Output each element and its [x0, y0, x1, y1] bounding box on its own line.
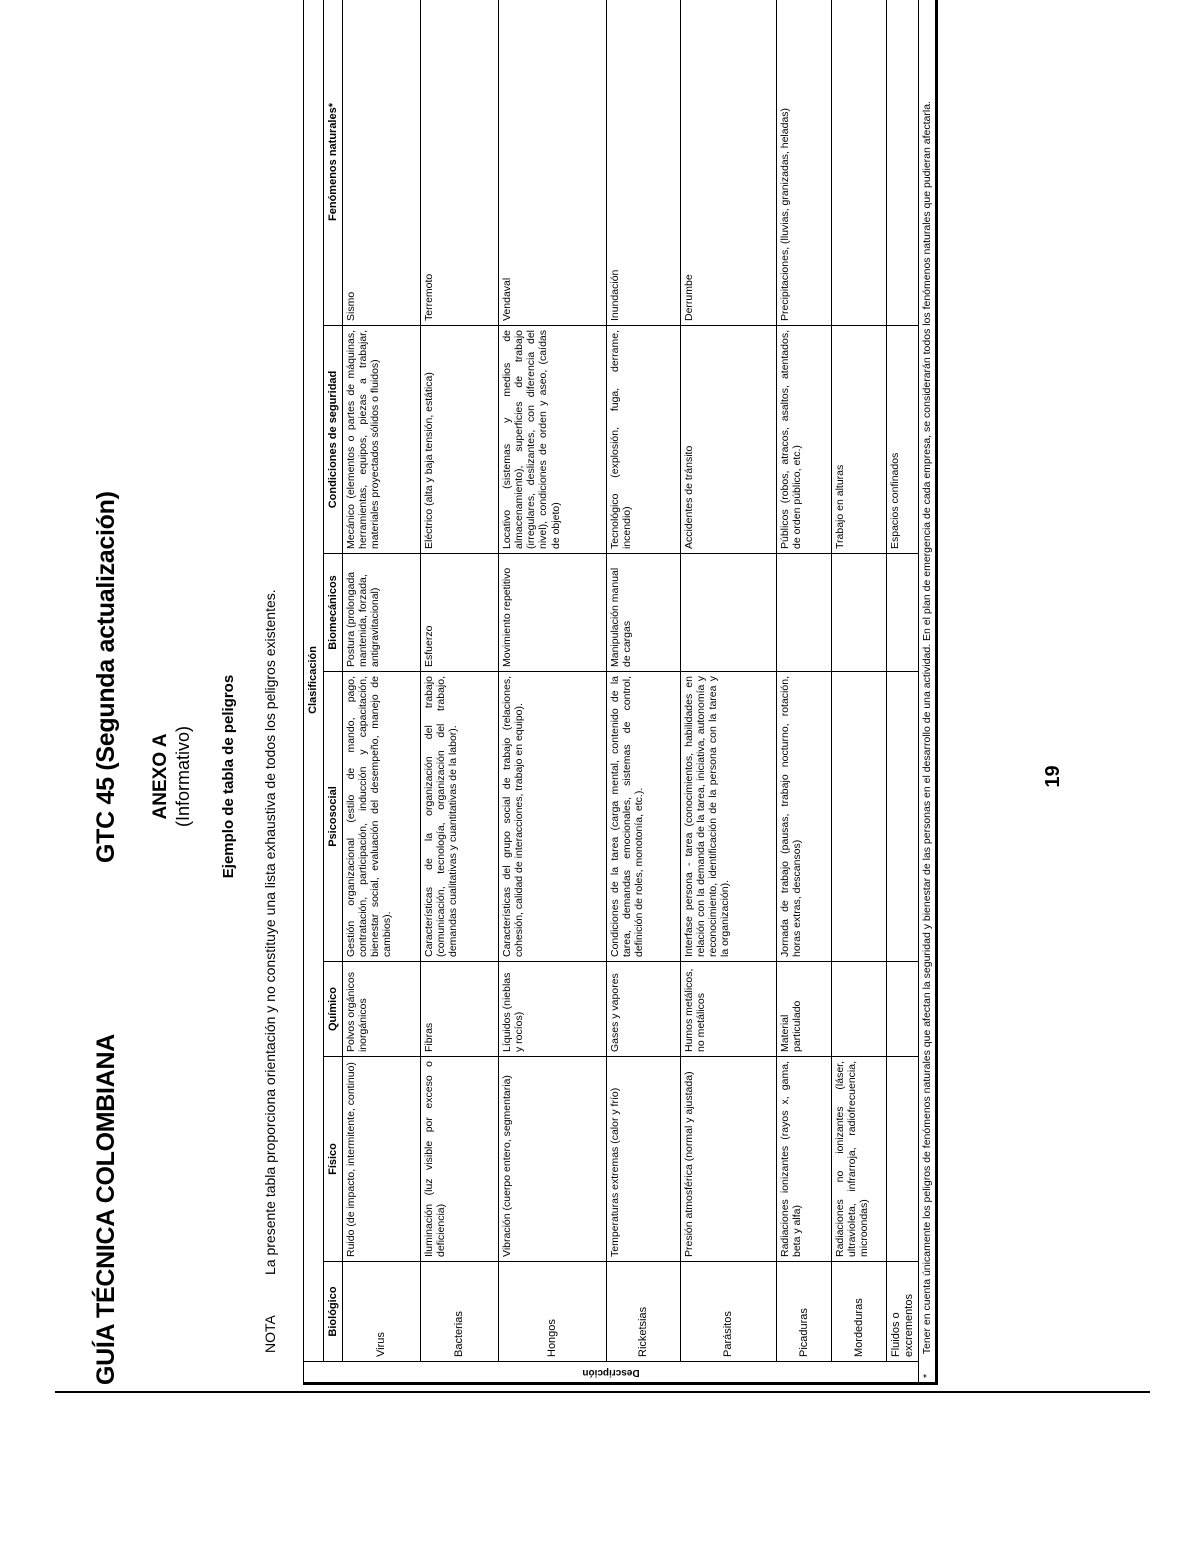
col-header: Fenómenos naturales* — [323, 0, 343, 326]
table-cell — [887, 554, 919, 672]
table-cell — [832, 0, 887, 326]
table-cell — [887, 672, 919, 962]
table-cell: Humos metálicos, no metálicos — [681, 962, 777, 1057]
table-row — [681, 0, 777, 1384]
table-cell: Ruido (de impacto, intermitente, continuo) — [343, 1057, 421, 1262]
annex-subtitle: (Informativo) — [173, 725, 193, 828]
table-row — [499, 0, 607, 1384]
table-cell: Espacios confinados — [887, 326, 919, 554]
footnote-cell — [919, 0, 937, 1384]
table-cell: Temperaturas extremas (calor y frío) — [607, 1057, 681, 1262]
footnote-marker: * — [921, 1373, 934, 1378]
header-right: GTC 45 (Segunda actualización) — [92, 491, 120, 863]
table-cell: Material particulado — [777, 962, 832, 1057]
description-cell — [304, 1362, 919, 1384]
table-cell: Radiaciones no ionizantes (láser, ultravioleta, infrarroja, radiofrecuencia, microondas) — [832, 1057, 887, 1262]
table-cell — [832, 554, 887, 672]
table-cell: Sismo — [343, 0, 421, 326]
table-cell: Presión atmosférica (normal y ajustada) — [681, 1057, 777, 1262]
table-cell: Virus — [343, 1262, 421, 1362]
table-cell — [832, 962, 887, 1057]
table-cell: Eléctrico (alta y baja tensión, estática) — [421, 326, 499, 554]
table-cell: Movimiento repetitivo — [499, 554, 607, 672]
note-label: NOTA — [262, 1315, 278, 1353]
table-cell: Gases y vapores — [607, 962, 681, 1057]
table-cell: Terremoto — [421, 0, 499, 326]
table-cell: Gestión organizacional (estilo de mando, pago, contratación, participación, inducción y capacitación, bienestar social, evaluación del desempeño, manejo de cambios). — [343, 672, 421, 962]
table-cell: Interfase persona - tarea (conocimientos, habilidades en relación con la demanda de la tarea, iniciativa, autonomía y reconocimiento, identificación de la persona con la tarea y la organización). — [681, 672, 777, 962]
table-cell: Accidentes de tránsito — [681, 326, 777, 554]
table-cell — [887, 962, 919, 1057]
table-cell: Jornada de trabajo (pausas, trabajo nocturno, rotación, horas extras, descansos) — [777, 672, 832, 962]
table-row — [832, 0, 887, 1384]
table-cell: Iluminación (luz visible por exceso o deficiencia) — [421, 1057, 499, 1262]
table-cell: Ricketsias — [607, 1262, 681, 1362]
table-cell: Esfuerzo — [421, 554, 499, 672]
table-cell: Trabajo en alturas — [832, 326, 887, 554]
table-cell: Derrumbe — [681, 0, 777, 326]
table-cell — [681, 554, 777, 672]
table-cell: Tecnológico (explosión, fuga, derrame, incendio) — [607, 326, 681, 554]
table-cell: Precipitaciones, (lluvias, granizadas, heladas) — [777, 0, 832, 326]
table-cell: Vendaval — [499, 0, 607, 326]
table-cell: Mecánico (elementos o partes de máquinas, herramientas, equipos, piezas a trabajar, materiales proyectados sólidos o fluidos) — [343, 326, 421, 554]
hazard-table — [303, 0, 938, 1385]
table-cell: Manipulación manual de cargas — [607, 554, 681, 672]
table-cell: Postura (prolongada mantenida, forzada, antigravitacional) — [343, 554, 421, 672]
table-row — [887, 0, 919, 1384]
footnote-row — [919, 0, 937, 1384]
table-cell: Polvos orgánicos inorgánicos — [343, 962, 421, 1057]
table-cell: Bacterias — [421, 1262, 499, 1362]
table-row — [343, 0, 421, 1384]
col-header: Químico — [323, 962, 343, 1057]
table-cell: Hongos — [499, 1262, 607, 1362]
table-cell: Características del grupo social de trabajo (relaciones, cohesión, calidad de interacciones, trabajo en equipo). — [499, 672, 607, 962]
table-cell — [832, 672, 887, 962]
col-header: Condiciones de seguridad — [323, 326, 343, 554]
col-header: Psicosocial — [323, 672, 343, 962]
page-number: 19 — [1042, 765, 1064, 788]
table-cell: Características de la organización del trabajo (comunicación, tecnología, organización del trabajo, demandas cualitativas y cuantitativas de la labor). — [421, 672, 499, 962]
table-cell — [777, 554, 832, 672]
annex-title: ANEXO A — [150, 733, 171, 820]
table-cell: Condiciones de la tarea (carga mental, contenido de la tarea, demandas emocionales, sistemas de control, definición de roles, monotonía, etc.). — [607, 672, 681, 962]
table-cell: Locativo (sistemas y medios de almacenamiento), superficies de trabajo (irregulares, deslizantes, con diferencia del nivel), condiciones de orden y aseo, (caídas de objeto) — [499, 326, 607, 554]
example-title: Ejemplo de tabla de peligros — [220, 674, 237, 879]
table-cell: Inundación — [607, 0, 681, 326]
table-cell: Parásitos — [681, 1262, 777, 1362]
classification-row — [304, 0, 324, 1384]
footnote-text: Tener en cuenta únicamente los peligros de fenómenos naturales que afectan la seguridad y bienestar de las personas en el desarrollo de una actividad. En el plan de emergencia de cada empresa, se considerarán todos los fenómenos naturales que pudieran afectarla. — [921, 101, 934, 1355]
description-label: Descripción — [582, 1366, 640, 1378]
table-cell: Líquidos (nieblas y rocíos) — [499, 962, 607, 1057]
table-cell: Picaduras — [777, 1262, 832, 1362]
table-cell — [887, 1057, 919, 1262]
column-header-row — [323, 0, 343, 1384]
col-header: Biomecánicos — [323, 554, 343, 672]
table-cell: Fibras — [421, 962, 499, 1057]
table-row — [777, 0, 832, 1384]
table-cell: Fluidos o excrementos — [887, 1262, 919, 1362]
table-cell: Vibración (cuerpo entero, segmentaria) — [499, 1057, 607, 1262]
table-cell: Radiaciones ionizantes (rayos x, gama, beta y alfa) — [777, 1057, 832, 1262]
note-text: La presente tabla proporciona orientación y no constituye una lista exhaustiva de todos los peligros existentes. — [262, 589, 278, 1275]
col-header: Biológico — [323, 1262, 343, 1362]
classification-header: Clasificación — [304, 0, 324, 1362]
col-header: Físico — [323, 1057, 343, 1262]
table-cell: Mordeduras — [832, 1262, 887, 1362]
table-row — [607, 0, 681, 1384]
table-cell: Públicos (robos, atracos, asaltos, atentados, de orden público, etc.) — [777, 326, 832, 554]
header-left: GUÍA TÉCNICA COLOMBIANA — [92, 1034, 120, 1385]
table-row — [421, 0, 499, 1384]
table-cell — [887, 0, 919, 326]
